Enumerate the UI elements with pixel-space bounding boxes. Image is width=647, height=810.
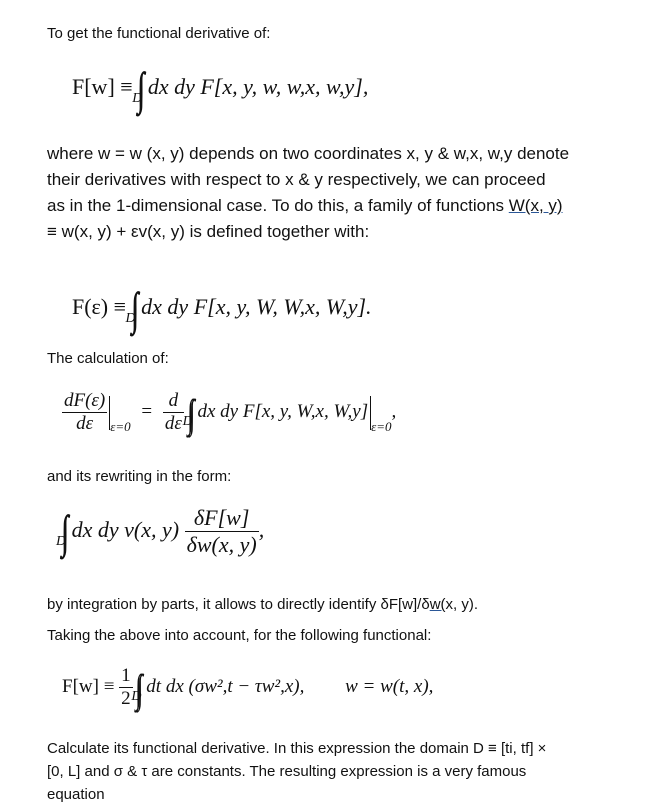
eq4-domain: D <box>56 534 67 549</box>
eq1-lhs: F[w] ≡ <box>72 74 133 99</box>
byparts-text <box>47 595 478 615</box>
eq2-lhs: F(ε) ≡ <box>72 294 127 319</box>
eq5-right: w = w(t, x), <box>345 676 434 697</box>
eq3-eval1: ε=0 <box>110 419 131 434</box>
equation-rewrite-form <box>56 505 265 558</box>
eq3-num2: d <box>163 390 184 413</box>
eq3-domain: D <box>182 414 193 429</box>
eq5-half-den: 2 <box>121 688 131 710</box>
eq3-num1: dF(ε) <box>64 390 106 412</box>
eq4-tail: , <box>258 517 265 542</box>
eq1-domain: D <box>132 91 143 106</box>
eq5-lhs: F[w] ≡ <box>62 676 115 697</box>
eq3-equals: = <box>141 401 153 422</box>
eq3-fraction-right <box>163 390 184 435</box>
eq2-rhs: dx dy F[x, y, W, W,x, W,y]. <box>141 294 372 319</box>
final-line2: [0, L] and σ & τ are constants. The resulting expression is a very famous <box>47 763 527 780</box>
para1-line3-text: as in the 1-dimensional case. To do this, a family of functions <box>47 196 509 215</box>
taking-text: Taking the above into account, for the following functional: <box>47 627 432 644</box>
eq3-den1: dε <box>76 413 94 435</box>
eq3-fraction-left <box>62 390 107 435</box>
para1-line3 <box>47 193 622 219</box>
byparts-underlined: w( <box>429 596 446 613</box>
eq4-den: δw(x, y) <box>186 532 257 558</box>
rewrite-label: and its rewriting in the form: <box>47 468 232 485</box>
byparts-text-a: by integration by parts, it allows to directly identify δF[w]/δ <box>47 596 430 613</box>
final-line1: Calculate its functional derivative. In this expression the domain D ≡ [ti, tf] × <box>47 740 547 757</box>
equation-string-functional <box>62 665 433 712</box>
intro-text: To get the functional derivative of: <box>47 25 271 42</box>
para1-line1: where w = w (x, y) depends on two coordinates x, y & w,x, w,y denote <box>47 144 570 163</box>
para1-line3-link: W(x, y) <box>508 196 563 215</box>
eq3-den2: dε <box>164 413 182 435</box>
eq4-body: dx dy v(x, y) <box>71 517 180 542</box>
equation-functional-w <box>72 62 368 115</box>
final-paragraph <box>47 737 546 806</box>
eq2-domain: D <box>125 311 136 326</box>
eq5-half-num: 1 <box>121 665 131 687</box>
equation-derivative-epsilon <box>62 390 396 437</box>
byparts-text-c: x, y). <box>445 596 479 613</box>
paragraph-definition <box>47 141 622 245</box>
equation-functional-epsilon <box>72 282 372 335</box>
para1-line2: their derivatives with respect to x & y respectively, we can proceed <box>47 170 546 189</box>
para1-line4: ≡ w(x, y) + εv(x, y) is defined together with: <box>47 222 370 241</box>
eq1-rhs: dx dy F[x, y, w, w,x, w,y], <box>147 74 369 99</box>
eq3-rhs: dx dy F[x, y, W,x, W,y] <box>197 401 369 422</box>
eq4-num: δF[w] <box>185 505 259 532</box>
eq4-fraction <box>185 505 259 558</box>
calculation-label: The calculation of: <box>47 350 169 367</box>
eq5-body: dt dx (σw²,t − τw²,x), <box>146 676 305 697</box>
eq5-domain: D <box>131 689 142 704</box>
eq3-eval2: ε=0 <box>371 419 392 434</box>
eq3-tail: , <box>391 401 397 422</box>
final-line3: equation <box>47 786 105 803</box>
